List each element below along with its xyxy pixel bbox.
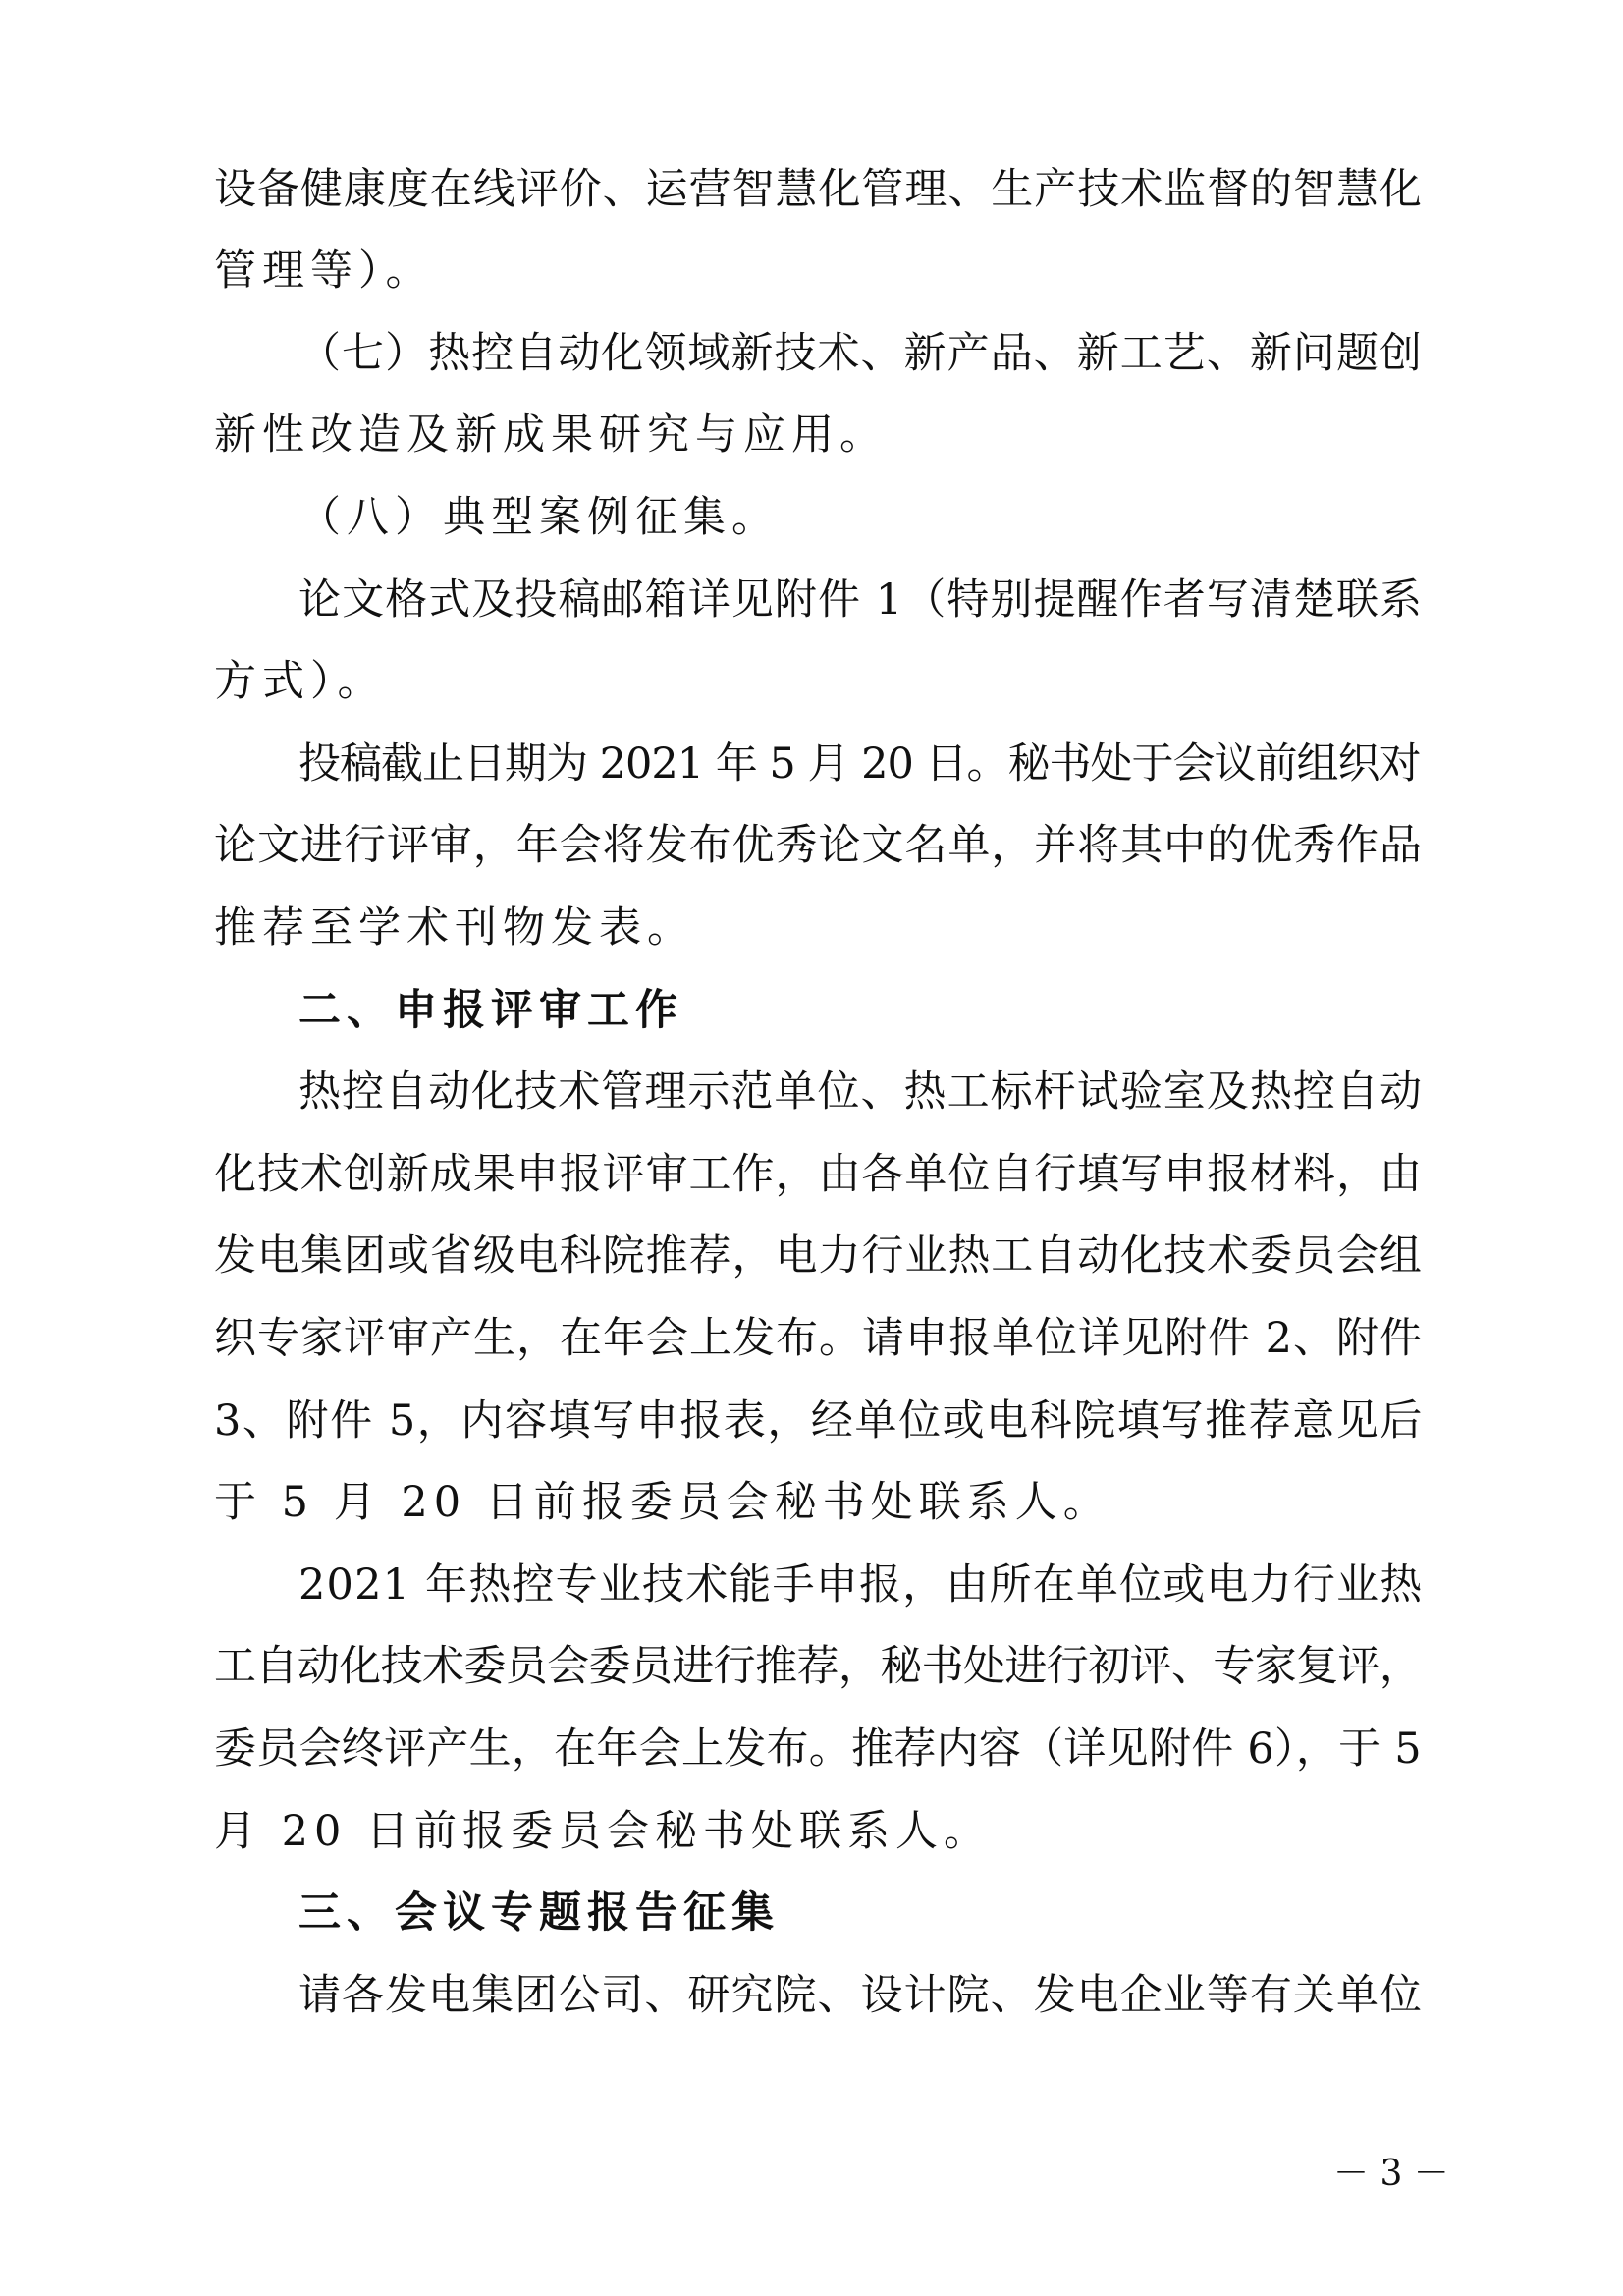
body-text-line: 设备健康度在线评价、运营智慧化管理、生产技术监督的智慧化 bbox=[214, 165, 1423, 214]
body-text-line: 热控自动化技术管理示范单位、热工标杆试验室及热控自动 bbox=[298, 1067, 1424, 1117]
body-text-line: 月 20 日前报委员会秘书处联系人。 bbox=[214, 1807, 993, 1856]
body-text-line: 工自动化技术委员会委员进行推荐，秘书处进行初评、专家复评， bbox=[214, 1642, 1422, 1691]
body-text-line: 于 5 月 20 日前报委员会秘书处联系人。 bbox=[214, 1478, 1111, 1527]
body-text-line: 2021 年热控专业技术能手申报，由所在单位或电力行业热 bbox=[298, 1560, 1424, 1610]
body-text-line: 管理等）。 bbox=[214, 246, 434, 296]
list-item-line: （八）典型案例征集。 bbox=[298, 493, 780, 542]
section-heading: 三、会议专题报告征集 bbox=[298, 1888, 780, 1938]
body-text-line: 论文进行评审，年会将发布优秀论文名单，并将其中的优秀作品 bbox=[214, 821, 1423, 870]
body-text-line: 方式）。 bbox=[214, 657, 386, 706]
body-text-line: 投稿截止日期为 2021 年 5 月 20 日。秘书处于会议前组织对 bbox=[298, 739, 1421, 789]
body-text-line: 织专家评审产生，在年会上发布。请申报单位详见附件 2、附件 bbox=[214, 1314, 1424, 1363]
body-text-line: 请各发电集团公司、研究院、设计院、发电企业等有关单位 bbox=[298, 1971, 1424, 2020]
body-text-line: 推荐至学术刊物发表。 bbox=[214, 903, 695, 953]
body-text-line: 论文格式及投稿邮箱详见附件 1（特别提醒作者写清楚联系 bbox=[298, 575, 1424, 625]
list-item-line: （七）热控自动化领域新技术、新产品、新工艺、新问题创 bbox=[298, 329, 1424, 378]
body-text-line: 3、附件 5，内容填写申报表，经单位或电科院填写推荐意见后 bbox=[214, 1396, 1424, 1446]
body-text-line: 新性改造及新成果研究与应用。 bbox=[214, 410, 888, 460]
body-text-line: 化技术创新成果申报评审工作，由各单位自行填写申报材料，由 bbox=[214, 1150, 1423, 1199]
page-number: － 3 － bbox=[1333, 2154, 1449, 2194]
body-text-line: 委员会终评产生，在年会上发布。推荐内容（详见附件 6），于 5 bbox=[214, 1724, 1422, 1774]
section-heading: 二、申报评审工作 bbox=[298, 986, 683, 1035]
body-text-line: 发电集团或省级电科院推荐，电力行业热工自动化技术委员会组 bbox=[214, 1231, 1423, 1281]
